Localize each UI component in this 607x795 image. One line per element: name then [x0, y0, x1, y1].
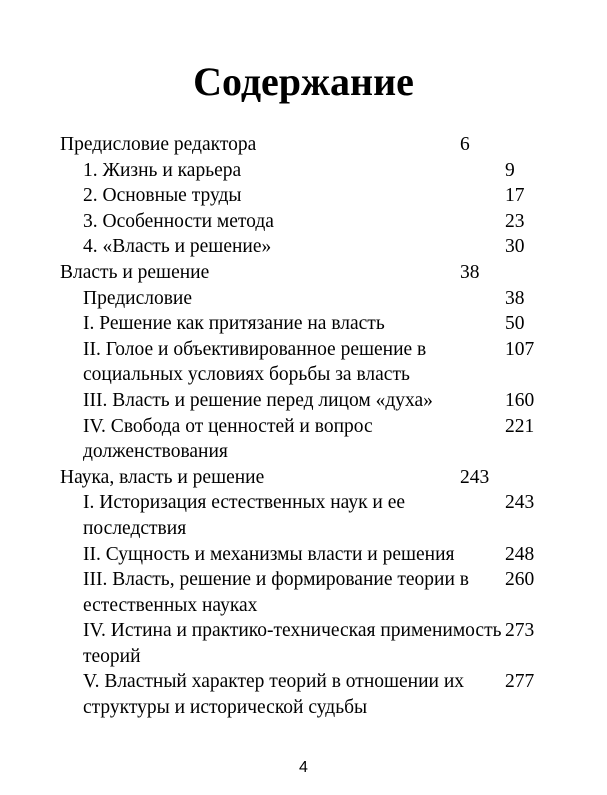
toc-entry: [60, 132, 570, 158]
toc-entry-page: 248: [505, 543, 535, 565]
toc-entry: [60, 311, 570, 337]
toc-entry: [60, 490, 570, 541]
toc-entry-page: 50: [505, 313, 525, 335]
toc-entry: [60, 414, 570, 465]
toc-entry-title: IV. Свобода от ценностей и вопрос долженствования: [83, 415, 373, 463]
toc-entry-title: II. Голое и объективированное решение в социальных условиях борьбы за власть: [83, 338, 427, 386]
toc-entry-title: 4. «Власть и решение»: [83, 236, 272, 258]
toc-entry-title: 2. Основные труды: [83, 185, 242, 207]
toc-entry-title: Предисловие редактора: [60, 134, 257, 155]
toc-entry-title: I. Историзация естественных наук и ее последствия: [83, 492, 406, 539]
toc-entry-page: 9: [505, 159, 515, 181]
toc-entry: [60, 234, 570, 260]
toc-entry-page: 273: [505, 620, 535, 642]
toc-entry-page: 243: [460, 466, 490, 488]
toc-entry-title: 3. Особенности метода: [83, 210, 274, 232]
page-title: Содержание: [193, 59, 414, 104]
toc-entry-page: 23: [505, 210, 525, 232]
toc-entry: [60, 337, 570, 388]
toc-entry-title: V. Властный характер теорий в отношении их структуры и исторической судьбы: [83, 671, 465, 719]
page-number: 4: [299, 759, 308, 776]
toc-entry: [60, 542, 570, 568]
toc-entry-title: Предисловие: [83, 287, 193, 309]
toc-entry: [60, 388, 570, 414]
toc-entry-title: II. Сущность и механизмы власти и решения: [83, 543, 455, 565]
toc-entry-page: 260: [505, 569, 535, 591]
toc-entry-page: 38: [505, 287, 525, 309]
toc-entry-title: I. Решение как притязание на власть: [83, 313, 385, 335]
table-of-contents: [60, 132, 570, 721]
toc-entry-title: III. Власть и решение перед лицом «духа»: [83, 389, 433, 411]
toc-entry: [60, 567, 570, 618]
toc-entry-page: 38: [460, 261, 480, 283]
toc-entry: [60, 260, 570, 286]
toc-entry-page: 160: [505, 389, 535, 411]
toc-entry: [60, 286, 570, 312]
toc-entry-page: 17: [505, 185, 525, 207]
toc-entry: [60, 618, 570, 669]
toc-entry: [60, 183, 570, 209]
toc-entry: [60, 669, 570, 720]
toc-entry-title: III. Власть, решение и формирование теории в естественных науках: [83, 569, 469, 616]
toc-entry-page: 6: [460, 134, 470, 155]
toc-entry-page: 277: [505, 671, 535, 693]
toc-entry: [60, 158, 570, 184]
toc-entry-page: 107: [505, 338, 535, 360]
toc-entry-page: 221: [505, 415, 535, 437]
toc-entry-page: 30: [505, 236, 525, 258]
toc-entry-title: Наука, власть и решение: [60, 466, 265, 488]
toc-entry: [60, 209, 570, 235]
toc-entry-title: 1. Жизнь и карьера: [83, 159, 242, 181]
toc-entry: [60, 465, 570, 491]
toc-entry-title: Власть и решение: [60, 261, 210, 283]
toc-entry-page: 243: [505, 492, 535, 514]
toc-entry-title: IV. Истина и практико-техническая применимость теорий: [83, 620, 502, 667]
